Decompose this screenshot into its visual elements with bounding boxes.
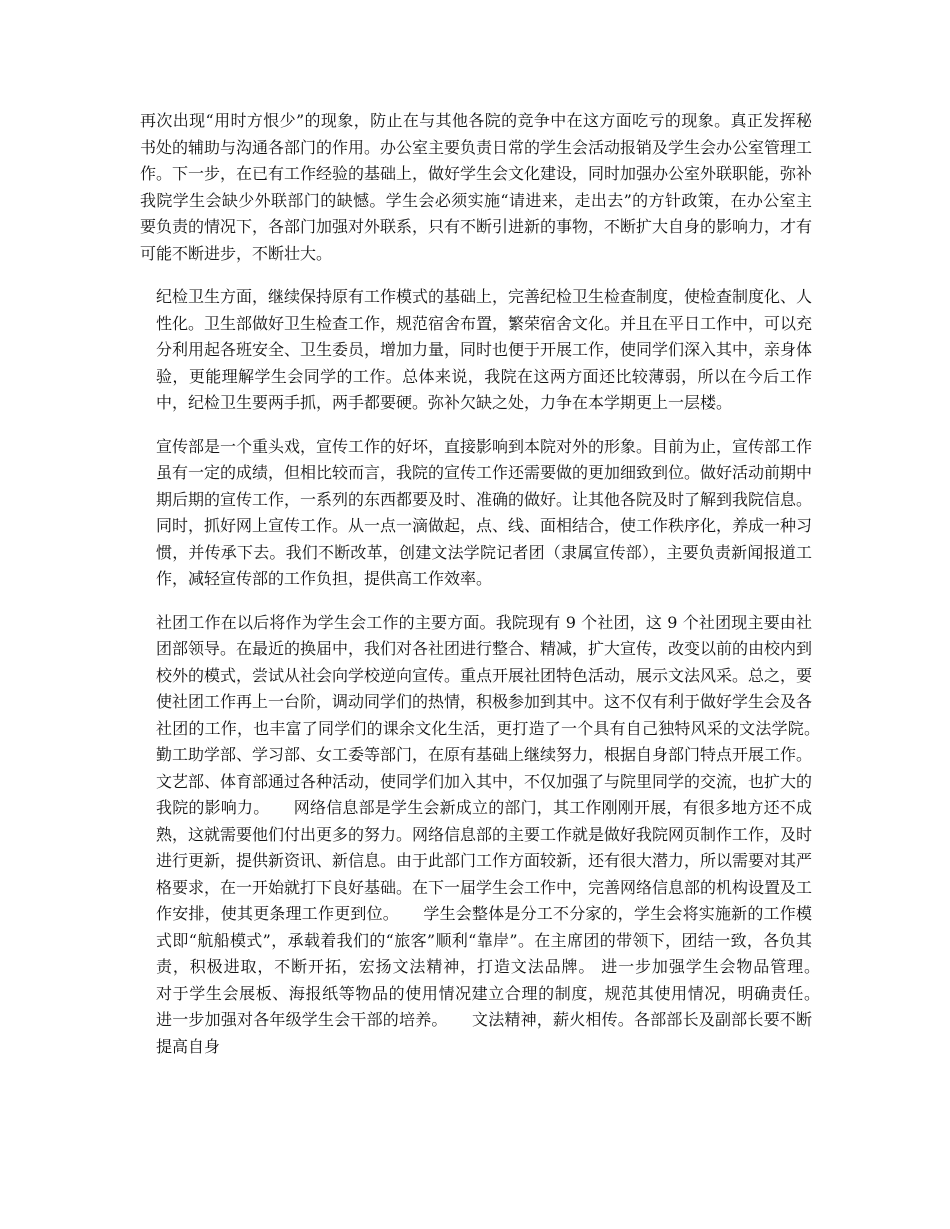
paragraph-secretariat-office: 再次出现“用时方恨少”的现象，防止在与其他各院的竞争中在这方面吃亏的现象。真正发挥秘书处的辅助与沟通各部门的作用。办公室主要负责日常的学生会活动报销及学生会办公室管理工作。下一步，在已有工作经验的基础上，做好学生会文化建设，同时加强办公室外联职能，弥补我院学生会缺少外联部门的缺憾。学生会必须实施“请进来，走出去”的方针政策，在办公室主要负责的情况下，各部门加强对外联系，只有不断引进新的事物，不断扩大自身的影响力，才有可能不断进步，不断壮大。: [140, 111, 813, 263]
paragraph-discipline-hygiene: 纪检卫生方面，继续保持原有工作模式的基础上，完善纪检卫生检查制度，使检查制度化、人性化。卫生部做好卫生检查工作，规范宿舍布置，繁荣宿舍文化。并且在平日工作中，可以充分利用起各班安全、卫生委员，增加力量，同时也便于开展工作，使同学们深入其中，亲身体验，更能理解学生会同学的工作。总体来说，我院在这两方面还比较薄弱，所以在今后工作中，纪检卫生要两手抓，两手都要硬。弥补欠缺之处，力争在本学期更上一层楼。: [156, 287, 813, 412]
paragraph-clubs-and-departments: 社团工作在以后将作为学生会工作的主要方面。我院现有 9 个社团，这 9 个社团现主要由社团部领导。在最近的换届中，我们对各社团进行整合、精减，扩大宣传，改变以前的由校内到校外的模式，尝试从社会向学校逆向宣传。重点开展社团特色活动，展示文法风采。总之，要使社团工作再上一台阶，调动同学们的热情，积极参加到其中。这不仅有利于做好学生会及各社团的工作，也丰富了同学们的课余文化生活，更打造了一个具有自己独特风采的文法学院。 勤工助学部、学习部、女工委等部门，在原有基础上继续努力，根据自身部门特点开展工作。文艺部、体育部通过各种活动，使同学们加入其中，不仅加强了与院里同学的交流，也扩大的我院的影响力。 网络信息部是学生会新成立的部门，其工作刚刚开展，有很多地方还不成熟，这就需要他们付出更多的努力。网络信息部的主要工作就是做好我院网页制作工作，及时进行更新，提供新资讯、新信息。由于此部门工作方面较新，还有很大潜力，所以需要对其严格要求，在一开始就打下良好基础。在下一届学生会工作中，完善网络信息部的机构设置及工作安排，使其更条理工作更到位。 学生会整体是分工不分家的，学生会将实施新的工作模式即“航船模式”，承载着我们的“旅客”顺利“靠岸”。在主席团的带领下，团结一致，各负其责，积极进取，不断开拓，宏扬文法精神，打造文法品牌。 进一步加强学生会物品管理。 对于学生会展板、海报纸等物品的使用情况建立合理的制度，规范其使用情况，明确责任。 进一步加强对各年级学生会干部的培养。 文法精神，薪火相传。各部部长及副部长要不断提高自身: [156, 612, 845, 1056]
paragraph-publicity-department: 宣传部是一个重头戏，宣传工作的好坏，直接影响到本院对外的形象。目前为止，宣传部工作虽有一定的成绩，但相比较而言，我院的宣传工作还需要做的更加细致到位。做好活动前期中期后期的宣传工作，一系列的东西都要及时、准确的做好。让其他各院及时了解到我院信息。同时，抓好网上宣传工作。从一点一滴做起，点、线、面相结合，使工作秩序化，养成一种习惯，并传承下去。我们不断改革，创建文法学院记者团（隶属宣传部），主要负责新闻报道工作，减轻宣传部的工作负担，提供高工作效率。: [156, 436, 813, 588]
document-body: [140, 108, 845, 1077]
